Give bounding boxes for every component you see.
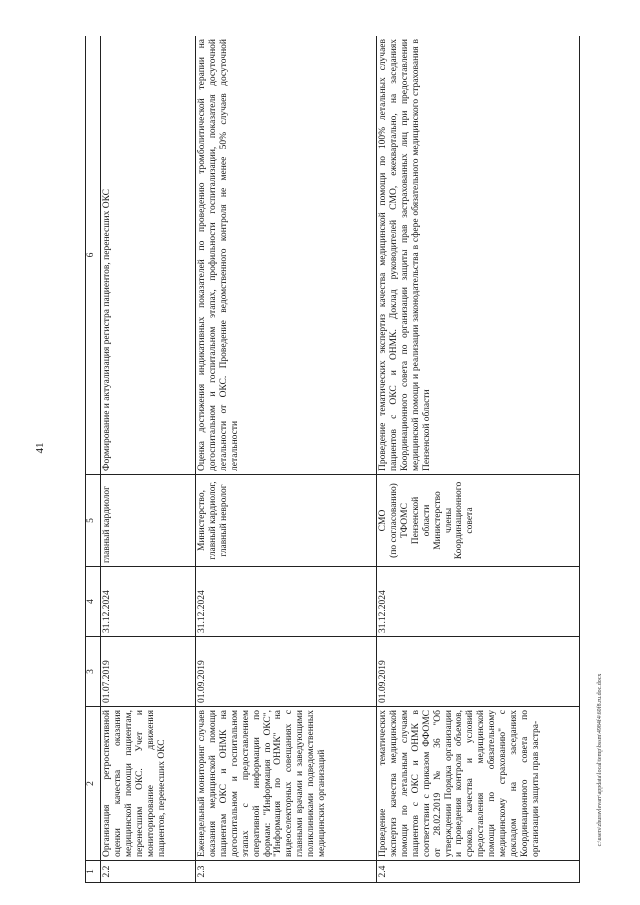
header-col-1: 1 (86, 861, 101, 883)
end-date-cell: 31.12.2024 (196, 567, 377, 637)
rotated-page-area (85, 36, 580, 883)
table-row (101, 36, 196, 883)
responsible-line: Министерство (432, 491, 443, 550)
start-date-cell: 01.07.2019 (101, 637, 196, 707)
responsible-line: члены (443, 507, 454, 534)
responsible-line: СМО (378, 509, 388, 532)
footer-file-path: c:\users\zhuravlevarr\appdata\local\temp\bssm\4984f4\60f8.ru.doc.docx (597, 673, 603, 847)
result-cell: Оценка достижения индикативных показателей по проведению тромболитической терапии на догоспитальном и госпитальном этапах, профильности госпитализации, показателя досуточной летальности от ОКС. Проведение ведомственного контроля не менее 50% случаев досуточной летальности (196, 36, 377, 475)
responsible-cell (101, 475, 196, 567)
activity-cell: Еженедельный мониторинг случаев оказания медицинской помощи пациентам ОКС и ОНМК на догоспитальном и госпитальном этапах с предоставлением оперативной информации по формам: "Информация по ОКС", "Информация по ОНМК" на видеоселекторных совещаниях с главными врачами и заведующими поликлиниками подведомственных медицинских организаций (196, 707, 377, 861)
responsible-cell (196, 475, 377, 567)
row-number: 2.2 (101, 861, 196, 883)
table-header-row (86, 36, 101, 883)
result-cell: Формирование и актуализация регистра пациентов, перенесших ОКС (101, 36, 196, 475)
responsible-line: области (421, 504, 432, 537)
activity-table (85, 36, 580, 883)
activity-cell: Организация ретроспективной оценки качества оказания медицинской помощи пациентам, перенесшим ОКС. Учет и мониторирование движения пациентов, перенесших ОКС (101, 707, 196, 861)
responsible-line: Пензенской (410, 496, 421, 545)
responsible-line: главный кардиолог, (207, 481, 218, 560)
end-date-cell: 31.12.2024 (101, 567, 196, 637)
responsible-cell (377, 475, 580, 567)
end-date-cell: 31.12.2024 (377, 567, 580, 637)
start-date-cell: 01.09.2019 (196, 637, 377, 707)
responsible-line: (по согласованию) (388, 483, 399, 558)
table-rotator (85, 36, 580, 883)
result-cell: Проведение тематических экспертиз качества медицинской помощи по 100% летальных случаев пациентов с ОКС и ОНМК. Доклад руководителей СМО, ежеквартально, на заседаниях Координационного совета по организации защиты прав застрахованных лиц при предоставлении медицинской помощи и реализации законодательства в сфере обязательного медицинского страхования в Пензенской области (377, 36, 580, 475)
table-row (377, 36, 580, 883)
header-col-4: 4 (86, 567, 101, 637)
responsible-line: совета (465, 507, 476, 534)
start-date-cell: 01.09.2019 (377, 637, 580, 707)
header-col-5: 5 (86, 475, 101, 567)
header-col-6: 6 (86, 36, 101, 475)
page-number: 41 (34, 442, 46, 454)
responsible-line: главный невролог (218, 484, 229, 557)
row-number: 2.3 (196, 861, 377, 883)
table-row (196, 36, 377, 883)
header-col-2: 2 (86, 707, 101, 861)
row-number: 2.4 (377, 861, 580, 883)
responsible-line: главный кардиолог (102, 485, 112, 563)
activity-cell: Проведение тематических экспертиз качества медицинской помощи по летальным случаям пациентов с ОКС и ОНМК в соответствии с приказом ФФОМС от 28.02.2019 № 36 "Об утверждении Порядка организации и проведения контроля объемов, сроков, качества и условий предоставления медицинской помощи по обязательному медицинскому страхованию" с докладом на заседаниях Координационного совета по организации защиты прав застра- (377, 707, 580, 861)
responsible-line: ТФОМС (399, 503, 410, 538)
responsible-line: Министерство, (197, 490, 207, 551)
responsible-line: Координационного (454, 481, 465, 560)
header-col-3: 3 (86, 637, 101, 707)
